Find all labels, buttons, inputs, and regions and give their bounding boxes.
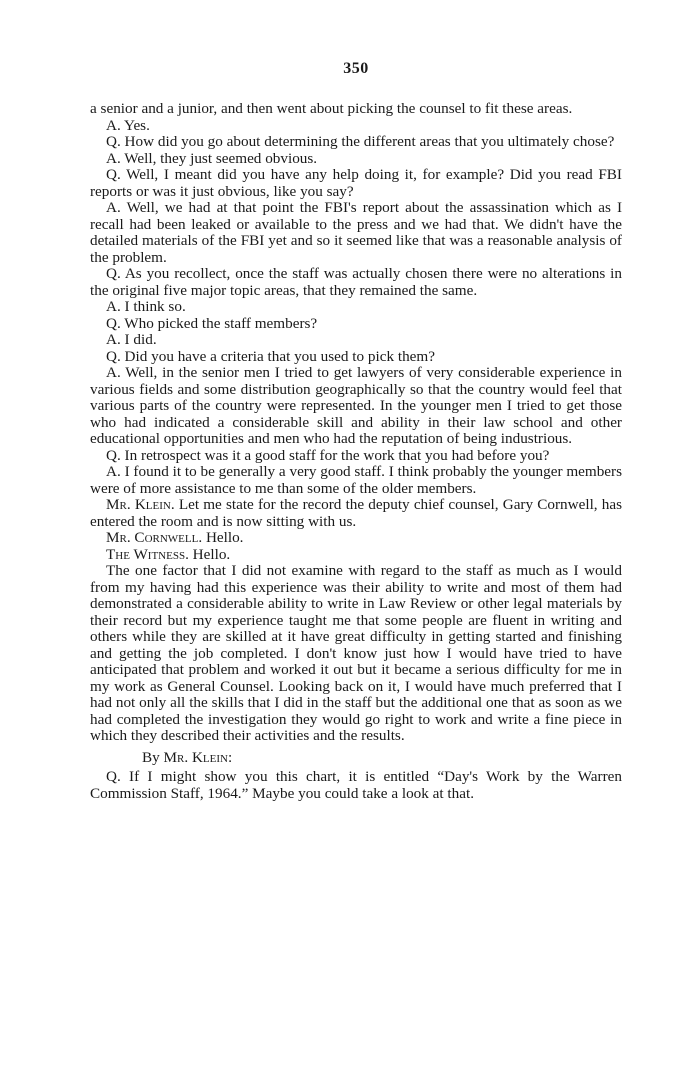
paragraph-text: Hello. [188,545,231,563]
transcript-paragraph [90,448,622,465]
paragraph-text: A. Yes. [106,116,150,134]
transcript-paragraph [90,167,622,200]
examiner-byline [90,750,622,767]
transcript-paragraph [90,299,622,316]
speaker-name: The Witness. [106,545,189,563]
transcript-paragraph [90,464,622,497]
document-page [90,60,622,802]
paragraph-text: Let me state for the record the deputy chief counsel, Gary Cornwell, has entered the room and is now sitting with us. [90,496,623,530]
paragraph-text: A. Well, they just seemed obvious. [106,149,318,167]
speaker-name: Mr. Klein. [106,496,175,513]
paragraph-text: Q. If I might show you this chart, it is entitled “Day's Work by the Warren Commission Staff, 1964.” Maybe you could take a look at that. [90,768,622,802]
byline-prefix: By [142,748,164,766]
transcript-paragraph [90,118,622,135]
speaker-name: Mr. Klein [163,748,228,766]
paragraph-text: Q. Who picked the staff members? [106,314,318,332]
paragraph-text: Q. How did you go about determining the different areas that you ultimately chose? [106,133,615,150]
transcript-paragraph [90,151,622,168]
transcript-paragraph [90,200,622,266]
transcript-paragraph [90,547,622,564]
transcript-paragraph [90,349,622,366]
paragraph-text: Q. Well, I meant did you have any help doing it, for example? Did you read FBI reports or was it just obvious, like you say? [90,166,622,200]
paragraph-text: A. I think so. [106,298,186,315]
paragraph-text: A. I found it to be generally a very good staff. I think probably the younger members were of more assistance to me than some of the older members. [90,463,622,497]
transcript-paragraph [90,365,622,448]
transcript-paragraph [90,497,622,530]
paragraph-text: A. Well, we had at that point the FBI's report about the assassination which as I recall had been leaked or available to the press and we had that. We didn't have the detailed materials of the FBI yet and so it seemed like that was a reasonable analysis of the problem. [90,199,622,266]
paragraph-text: : [227,748,233,766]
paragraph-text: Q. As you recollect, once the staff was actually chosen there were no alterations in the original five major topic areas, that they remained the same. [90,265,622,299]
transcript-paragraph [90,332,622,349]
paragraph-text: A. Well, in the senior men I tried to get lawyers of very considerable experience in various fields and some distribution geographically so that the country would feel that various parts of the country were represented. In the younger men I tried to get those who had indicated a considerable skill and ability in their law school and other educational opportunities and men who had the reputation of being industrious. [90,364,622,447]
paragraph-text: Hello. [202,529,244,546]
paragraph-text: a senior and a junior, and then went about picking the counsel to fit these areas. [90,100,573,117]
paragraph-text: Q. Did you have a criteria that you used to pick them? [106,347,435,365]
transcript-paragraph [90,530,622,547]
page-number: 350 [343,60,369,77]
transcript-paragraph [90,563,622,745]
transcript-paragraph [90,134,622,151]
transcript-body [90,101,622,802]
paragraph-text: The one factor that I did not examine with regard to the staff as much as I would from my having had this experience was their ability to write and most of them had demonstrated a considerable ability to write in Law Review or other legal materials by their record but my experience taught me that some people are fluent in writing and others while they are skilled at it have great difficulty in getting started and finishing and getting the job completed. I don't know just how I would have tried to have anticipated that problem and worked it out but it became a serious difficulty for me in my work as General Counsel. Looking back on it, I would have much preferred that I had not only all the skills that I did in the staff but the additional one that as soon as we had completed the investigation they would go right to work and write a fine piece in which they described their activities and the results. [90,562,622,744]
speaker-name: Mr. Cornwell. [106,529,203,546]
transcript-paragraph [90,769,622,802]
paragraph-text: Q. In retrospect was it a good staff for the work that you had before you? [106,446,550,464]
transcript-paragraph [90,266,622,299]
transcript-paragraph [90,316,622,333]
paragraph-text: A. I did. [106,331,157,348]
transcript-paragraph [90,101,622,118]
